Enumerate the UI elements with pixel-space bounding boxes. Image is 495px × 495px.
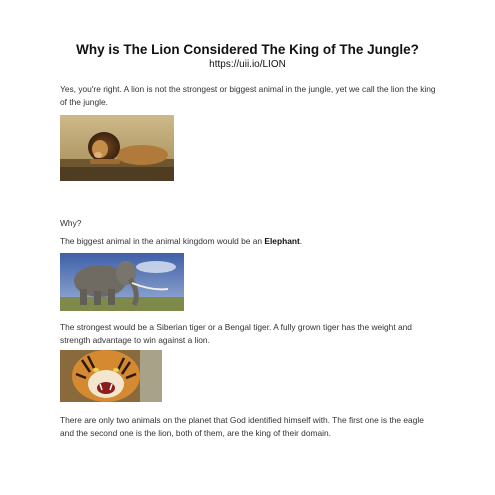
biggest-text: The biggest animal in the animal kingdom would be an bbox=[60, 236, 265, 246]
biggest-suffix: . bbox=[299, 236, 303, 246]
conclusion-paragraph: There are only two animals on the planet that God identified himself with. The first one is the eagle and the second one is the lion, both of them, are the king of their domain. bbox=[60, 415, 424, 438]
tiger-photo bbox=[60, 350, 162, 402]
lion-photo bbox=[60, 115, 174, 181]
strongest-paragraph: The strongest would be a Siberian tiger or a Bengal tiger. A fully grown tiger has the weight and strength advantage to win against a lion. bbox=[60, 322, 412, 345]
why-paragraph: Why? bbox=[60, 218, 82, 228]
biggest-paragraph bbox=[60, 235, 440, 248]
page-title: Why is The Lion Considered The King of The Jungle? bbox=[76, 42, 419, 57]
elephant-bold: Elephant bbox=[264, 236, 300, 246]
source-link[interactable]: https://uii.io/LION bbox=[209, 59, 286, 70]
elephant-photo bbox=[60, 253, 184, 311]
intro-paragraph: Yes, you're right. A lion is not the strongest or biggest animal in the jungle, yet we call the lion the king of the jungle. bbox=[60, 84, 436, 107]
